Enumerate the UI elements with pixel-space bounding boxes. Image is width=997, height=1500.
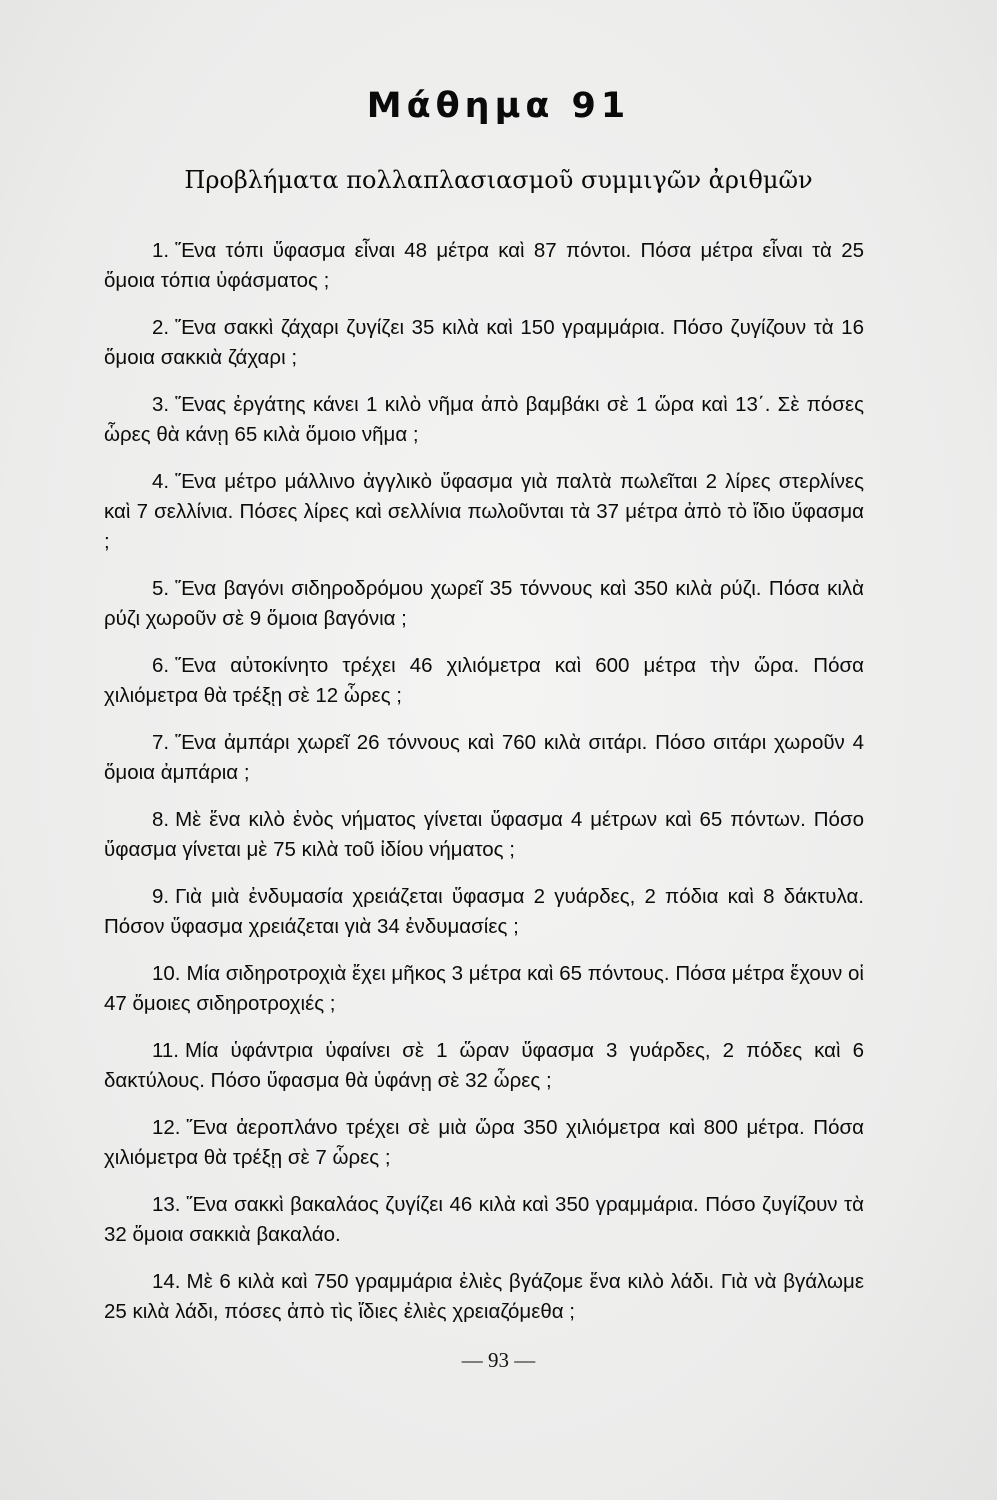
lesson-subtitle: Προβλήματα πολλαπλασιασμοῦ συμμιγῶν ἀριθμῶν <box>184 166 813 194</box>
problem-number: 11. <box>152 1039 179 1062</box>
problem-text: Ἕνα τόπι ὕφασμα εἶναι 48 μέτρα καὶ 87 πόντοι. Πόσα μέτρα εἶναι τὰ 25 ὅμοια τόπια ὑφάσματος ; <box>104 239 864 292</box>
problem-text: Μία σιδηροτροχιὰ ἔχει μῆκος 3 μέτρα καὶ 65 πόντους. Πόσα μέτρα ἔχουν οἱ 47 ὅμοιες σιδηροτροχιές ; <box>104 962 864 1015</box>
problem-9 <box>104 882 864 942</box>
problem-number: 9. <box>152 885 170 908</box>
problem-11 <box>104 1036 864 1096</box>
problem-14 <box>104 1267 864 1327</box>
page-number: — 93 — <box>461 1348 536 1372</box>
problem-number: 12. <box>152 1116 181 1139</box>
problem-text: Μὲ 6 κιλὰ καὶ 750 γραμμάρια ἐλιὲς βγάζομε ἕνα κιλὸ λάδι. Γιὰ νὰ βγάλωμε 25 κιλὰ λάδι, πόσες ἀπὸ τὶς ἴδιες ἐλιὲς χρειαζόμεθα ; <box>104 1270 864 1323</box>
problem-text: Μὲ ἕνα κιλὸ ἑνὸς νήματος γίνεται ὕφασμα 4 μέτρων καὶ 65 πόντων. Πόσο ὕφασμα γίνεται μὲ 75 κιλὰ τοῦ ἰδίου νήματος ; <box>104 808 864 861</box>
problem-8 <box>104 805 864 865</box>
problem-number: 5. <box>152 577 170 600</box>
problem-number: 10. <box>152 962 181 985</box>
problem-text: Ἕνα μέτρο μάλλινο ἀγγλικὸ ὕφασμα γιὰ παλτὰ πωλεῖται 2 λίρες στερλίνες καὶ 7 σελλίνια. Πόσες λίρες καὶ σελλίνια πωλοῦνται τὰ 37 μέτρα ἀπὸ τὸ ἴδιο ὕφασμα ; <box>104 470 864 553</box>
problem-number: 4. <box>152 470 170 493</box>
problem-text: Ἕνα σακκὶ βακαλάος ζυγίζει 46 κιλὰ καὶ 350 γραμμάρια. Πόσο ζυγίζουν τὰ 32 ὅμοια σακκιὰ βακαλάο. <box>104 1193 864 1246</box>
problem-5 <box>104 574 864 634</box>
problem-text: Ἕνα αὐτοκίνητο τρέχει 46 χιλιόμετρα καὶ 600 μέτρα τὴν ὥρα. Πόσα χιλιόμετρα θὰ τρέξῃ σὲ 12 ὧρες ; <box>104 654 864 707</box>
problem-text: Ἕνα ἀμπάρι χωρεῖ 26 τόννους καὶ 760 κιλὰ σιτάρι. Πόσο σιτάρι χωροῦν 4 ὅμοια ἀμπάρια ; <box>104 731 864 784</box>
problem-13 <box>104 1190 864 1250</box>
problem-text: Γιὰ μιὰ ἐνδυμασία χρειάζεται ὕφασμα 2 γυάρδες, 2 πόδια καὶ 8 δάκτυλα. Πόσον ὕφασμα χρειάζεται γιὰ 34 ἐνδυμασίες ; <box>104 885 864 938</box>
problem-2 <box>104 313 864 373</box>
problem-number: 6. <box>152 654 170 677</box>
problem-number: 8. <box>152 808 170 831</box>
problem-3 <box>104 390 864 450</box>
problem-text: Ἕνα βαγόνι σιδηροδρόμου χωρεῖ 35 τόννους καὶ 350 κιλὰ ρύζι. Πόσα κιλὰ ρύζι χωροῦν σὲ 9 ὅμοια βαγόνια ; <box>104 577 864 630</box>
problem-12 <box>104 1113 864 1173</box>
problem-number: 13. <box>152 1193 181 1216</box>
problem-7 <box>104 728 864 788</box>
problem-6 <box>104 651 864 711</box>
problem-number: 3. <box>152 393 170 416</box>
problem-number: 2. <box>152 316 170 339</box>
problem-list <box>104 236 864 1327</box>
problem-text: Μία ὑφάντρια ὑφαίνει σὲ 1 ὥραν ὕφασμα 3 γυάρδες, 2 πόδες καὶ 6 δακτύλους. Πόσο ὕφασμα θὰ ὑφάνῃ σὲ 32 ὧρες ; <box>104 1039 864 1092</box>
problem-text: Ἕνα σακκὶ ζάχαρι ζυγίζει 35 κιλὰ καὶ 150 γραμμάρια. Πόσο ζυγίζουν τὰ 16 ὅμοια σακκιὰ ζάχαρι ; <box>104 316 864 369</box>
problem-text: Ἕνα ἀεροπλάνο τρέχει σὲ μιὰ ὥρα 350 χιλιόμετρα καὶ 800 μέτρα. Πόσα χιλιόμετρα θὰ τρέξῃ σὲ 7 ὧρες ; <box>104 1116 864 1169</box>
problem-number: 1. <box>152 239 170 262</box>
problem-10 <box>104 959 864 1019</box>
problem-number: 14. <box>152 1270 181 1293</box>
problem-number: 7. <box>152 731 170 754</box>
problem-4 <box>104 467 864 557</box>
problem-1 <box>104 236 864 296</box>
lesson-title: Μάθημα 91 <box>366 86 631 126</box>
problem-text: Ἕνας ἐργάτης κάνει 1 κιλὸ νῆμα ἀπὸ βαμβάκι σὲ 1 ὥρα καὶ 13΄. Σὲ πόσες ὧρες θὰ κάνῃ 65 κιλὰ ὅμοιο νῆμα ; <box>104 393 864 446</box>
